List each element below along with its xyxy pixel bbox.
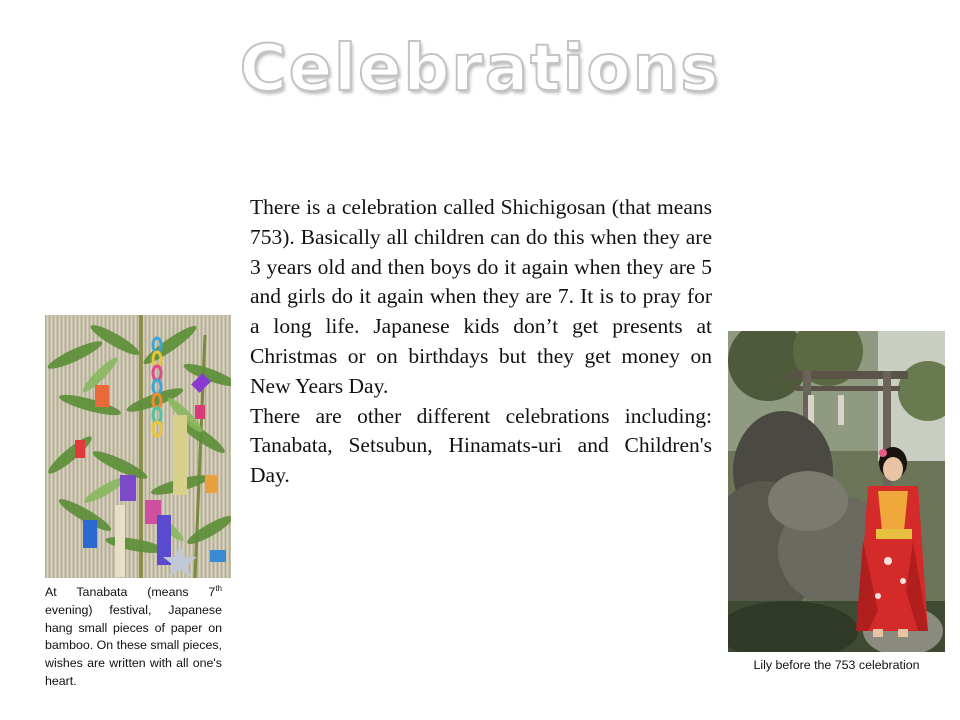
tanabata-photo — [45, 315, 231, 578]
tanabata-caption — [45, 584, 222, 691]
tanabata-caption-end: evening) festival, Japanese hang small pieces of paper on bamboo. On these small pieces, wishes are written with all one's heart. — [45, 602, 223, 688]
body-text — [250, 193, 712, 491]
paragraph-other-celebrations: There are other different celebrations including: Tanabata, Setsubun, Hinamats-uri and Children's Day. — [250, 403, 712, 488]
slide-title: Celebrations — [239, 32, 721, 106]
paragraph-shichigosan: There is a celebration called Shichigosan (that means 753). Basically all children can do this when they are 3 years old and then boys do it again when they are 5 and girls do it again when they are 7. It is to pray for a long life. Japanese kids don’t get presents at Christmas or on birthdays but they get money on New Years Day. — [250, 195, 712, 398]
tanabata-caption-start: At Tanabata (means 7 — [45, 585, 216, 599]
shichigosan-photo — [728, 331, 945, 652]
tanabata-caption-sup: th — [215, 583, 222, 593]
shichigosan-caption: Lily before the 753 celebration — [753, 658, 920, 672]
